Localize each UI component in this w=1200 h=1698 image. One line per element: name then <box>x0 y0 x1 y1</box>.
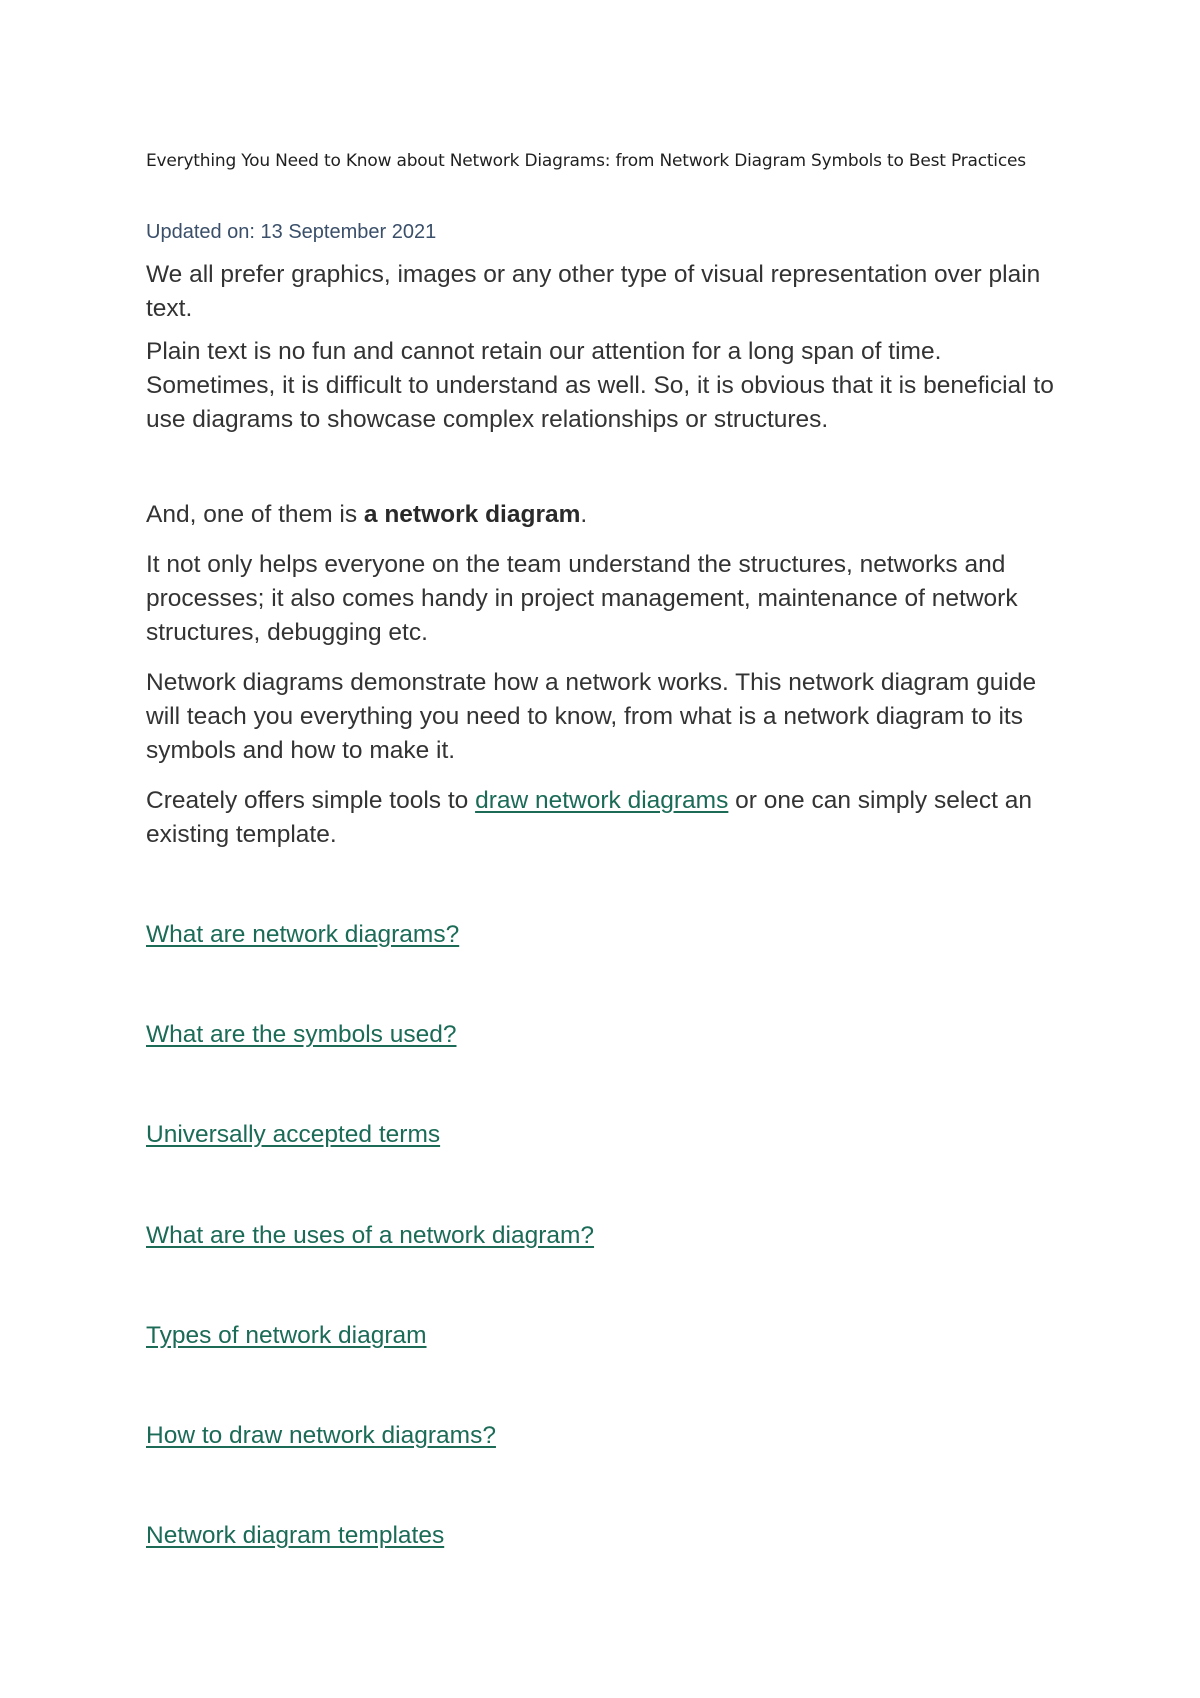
toc-link-universally-accepted-terms[interactable]: Universally accepted terms <box>146 1121 441 1148</box>
toc-link-symbols-used[interactable]: What are the symbols used? <box>146 1021 457 1048</box>
draw-network-diagrams-link[interactable]: draw network diagrams <box>475 787 729 814</box>
updated-date: Updated on: 13 September 2021 <box>146 221 437 243</box>
document-title: Everything You Need to Know about Network Diagrams: from Network Diagram Symbols to Best Practices <box>146 151 1026 171</box>
toc-link-types-of-network-diagram[interactable]: Types of network diagram <box>146 1322 427 1349</box>
p3-bold-network-diagram: a network diagram <box>363 501 581 528</box>
p3-text-before: And, one of them is <box>146 501 364 528</box>
toc-link-how-to-draw[interactable]: How to draw network diagrams? <box>146 1422 496 1449</box>
intro-paragraph-5: Network diagrams demonstrate how a network works. This network diagram guide will teach you everything you need to know, from what is a network diagram to its symbols and how to make it. <box>146 669 1037 764</box>
p3-text-after: . <box>580 501 588 528</box>
intro-paragraph-1: We all prefer graphics, images or any other type of visual representation over plain text. <box>146 261 1041 322</box>
intro-paragraph-4: It not only helps everyone on the team understand the structures, networks and processes; it also comes handy in project management, maintenance of network structures, debugging etc. <box>146 551 1018 646</box>
intro-paragraph-3 <box>146 498 1066 532</box>
toc-link-network-diagram-templates[interactable]: Network diagram templates <box>146 1522 445 1549</box>
intro-paragraph-2: Plain text is no fun and cannot retain our attention for a long span of time. Sometimes, it is difficult to understand as well. So, it is obvious that it is beneficial to use diagrams to showcase complex relationships or structures. <box>146 338 1054 433</box>
intro-paragraph-6 <box>146 784 1066 852</box>
toc-link-uses-of-network-diagram[interactable]: What are the uses of a network diagram? <box>146 1222 595 1249</box>
p6-text-before: Creately offers simple tools to <box>146 787 476 814</box>
p6-text-after: or one can simply select an existing template. <box>146 787 1033 848</box>
toc-link-what-are-network-diagrams[interactable]: What are network diagrams? <box>146 921 460 948</box>
